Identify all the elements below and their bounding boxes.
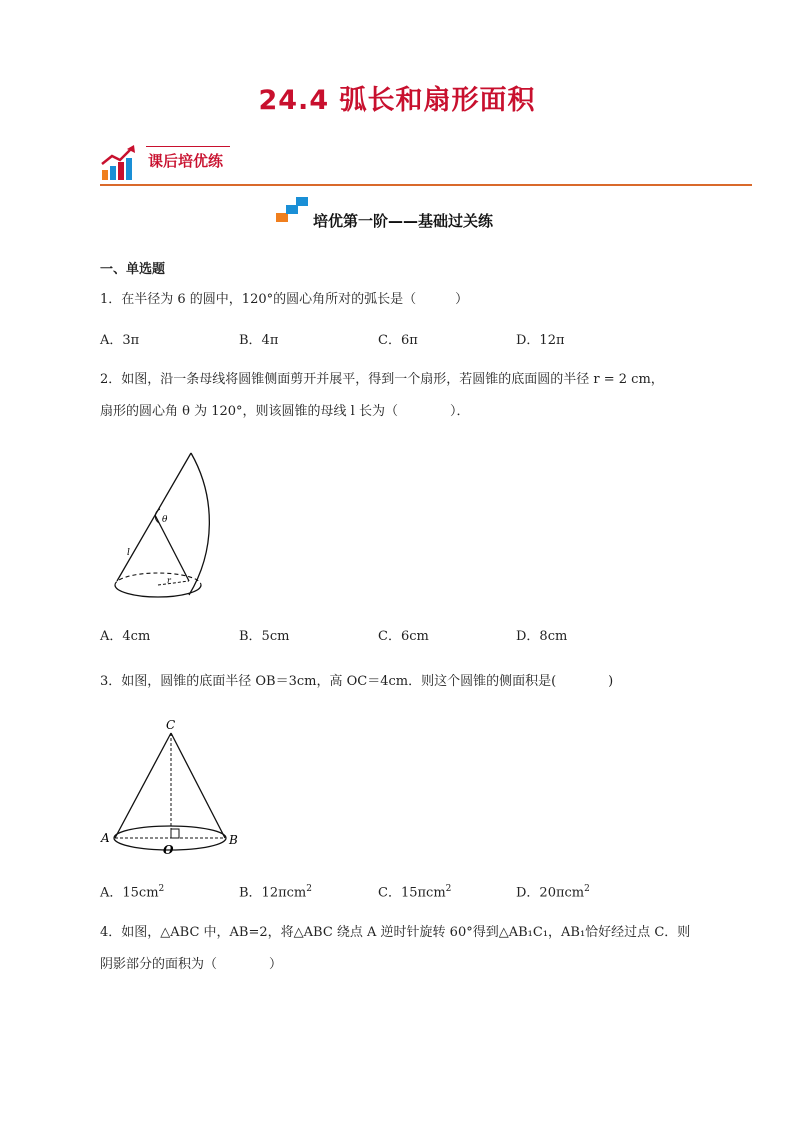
apex-label: C	[166, 718, 176, 732]
part-heading: 一、单选题	[100, 262, 166, 277]
question-1-option-b: B．4π	[239, 333, 279, 348]
question-3-option-c: C．15πcm$^2$	[378, 884, 452, 901]
question-2-option-d: D．8cm	[516, 629, 568, 644]
header-rule	[100, 184, 752, 186]
page-title: 24.4 弧长和扇形面积	[258, 85, 536, 116]
question-1-stem: 1．在半径为 6 的圆中，120°的圆心角所对的弧长是（ ）	[100, 292, 469, 307]
cone-net-figure	[105, 445, 245, 605]
banner-label: 课后培优练	[148, 152, 224, 170]
question-2-option-b: B．5cm	[239, 629, 290, 644]
point-a-label: A	[101, 831, 110, 845]
question-2-option-a: A．4cm	[100, 629, 151, 644]
point-o-label: O	[163, 843, 174, 857]
section-title: 培优第一阶——基础过关练	[313, 212, 494, 230]
cone-figure	[95, 715, 255, 860]
theta-label: θ	[162, 515, 168, 525]
question-4-stem-line-2: 阴影部分的面积为（ ）	[100, 957, 283, 972]
question-2-option-c: C．6cm	[378, 629, 429, 644]
question-3-option-b: B．12πcm$^2$	[239, 884, 312, 901]
question-3-option-a: A．$15cm^2$	[100, 884, 165, 901]
question-4-stem-line-1: 4．如图，△ABC 中，AB=2，将△ABC 绕点 A 逆时针旋转 60°得到△AB₁C₁，AB₁恰好经过点 C．则	[100, 925, 691, 940]
slant-label: l	[127, 548, 130, 558]
question-3-option-d: D．20πcm$^2$	[516, 884, 590, 901]
banner-overline	[146, 146, 230, 147]
stairs-icon	[276, 197, 310, 223]
question-1-option-a: A．3π	[100, 333, 140, 348]
question-1-option-c: C．6π	[378, 333, 418, 348]
question-2-stem-line-2: 扇形的圆心角 θ 为 120°，则该圆锥的母线 l 长为（ ）．	[100, 404, 470, 419]
question-1-option-d: D．12π	[516, 333, 565, 348]
point-b-label: B	[229, 833, 238, 847]
question-2-stem-line-1: 2．如图，沿一条母线将圆锥侧面剪开并展平，得到一个扇形，若圆锥的底面圆的半径 r = 2 cm，	[100, 372, 664, 387]
question-3-stem: 3．如图，圆锥的底面半径 OB＝3cm，高 OC＝4cm．则这个圆锥的侧面积是( )	[100, 674, 614, 689]
radius-label: r	[167, 576, 171, 585]
rising-chart-icon	[100, 144, 140, 182]
